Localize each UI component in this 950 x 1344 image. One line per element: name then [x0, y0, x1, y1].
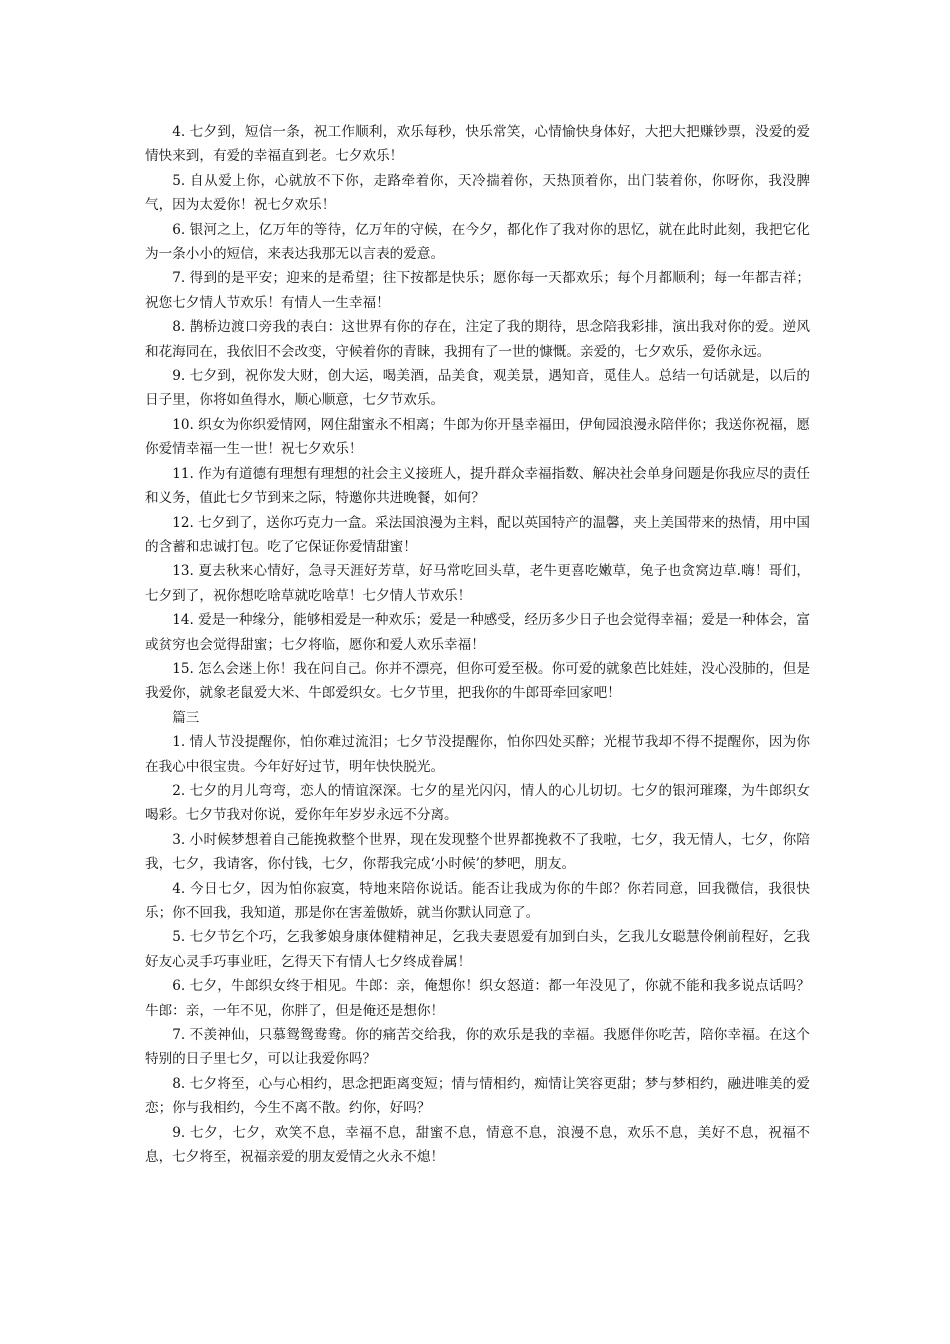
paragraph-item-15: 15. 怎么会迷上你！我在问自己。你并不漂亮，但你可爱至极。你可爱的就象芭比娃娃，没心没肺的，但是我爱你，就象老鼠爱大米、牛郎爱织女。七夕节里，把我你的牛郎哥牵回家吧！	[145, 660, 810, 702]
paragraph-item-b5: 5. 七夕节乞个巧，乞我爹娘身康体健精神足，乞我夫妻恩爱有加到白头，乞我儿女聪慧伶俐前程好，乞我好友心灵手巧事业旺，乞得天下有情人七夕终成眷属！	[145, 929, 810, 970]
paragraph-item-b3: 3. 小时候梦想着自己能挽救整个世界，现在发现整个世界都挽救不了我啦，七夕，我无情人，七夕，你陪我，七夕，我请客，你付钱，七夕，你帮我完成‘小时候’的梦吧，朋友。	[145, 831, 810, 873]
paragraph-item-b2: 2. 七夕的月儿弯弯，恋人的情谊深深。七夕的星光闪闪，情人的心儿切切。七夕的银河璀璨，为牛郎织女喝彩。七夕节我对你说，爱你年年岁岁永远不分离。	[145, 782, 810, 824]
paragraph-item-6: 6. 银河之上，亿万年的等待，亿万年的守候，在今夕，都化作了我对你的思忆，就在此时此刻，我把它化为一条小小的短信，来表达我那无以言表的爱意。	[145, 221, 810, 263]
paragraph-item-b8: 8. 七夕将至，心与心相约，思念把距离变短；情与情相约，痴情让笑容更甜；梦与梦相约，融进唯美的爱恋；你与我相约，今生不离不散。约你，好吗？	[145, 1075, 810, 1117]
paragraph-item-8: 8. 鹊桥边渡口旁我的表白：这世界有你的存在，注定了我的期待，思念陪我彩排，演出我对你的爱。逆风和花海同在，我依旧不会改变，守候着你的青睐，我拥有了一世的慷慨。亲爱的，七夕欢乐，爱你永远。	[145, 319, 810, 360]
paragraph-item-9: 9. 七夕到，祝你发大财，创大运，喝美酒，品美食，观美景，遇知音，觅佳人。总结一句话就是，以后的日子里，你将如鱼得水，顺心顺意，七夕节欢乐。	[145, 368, 810, 409]
paragraph-item-7: 7. 得到的是平安；迎来的是希望；往下按都是快乐；愿你每一天都欢乐；每个月都顺利；每一年都吉祥；祝您七夕情人节欢乐！有情人一生幸福！	[145, 270, 810, 311]
document-body	[145, 120, 810, 1169]
paragraph-item-13: 13. 夏去秋来心情好，急寻天涯好芳草，好马常吃回头草，老牛更喜吃嫩草，兔子也贪窝边草.嗨！哥们，七夕到了，祝你想吃啥草就吃啥草！七夕情人节欢乐！	[145, 563, 810, 604]
paragraph-item-10: 10. 织女为你织爱情网，网住甜蜜永不相离；牛郎为你开垦幸福田，伊甸园浪漫永陪伴你；我送你祝福，愿你爱情幸福一生一世！祝七夕欢乐！	[145, 416, 810, 458]
paragraph-item-b7: 7. 不羡神仙，只慕鸳鸳鸯鸯。你的痛苦交给我，你的欢乐是我的幸福。我愿伴你吃苦，陪你幸福。在这个特别的日子里七夕，可以让我爱你吗？	[145, 1027, 810, 1068]
paragraph-item-4: 4. 七夕到，短信一条，祝工作顺利，欢乐每秒，快乐常笑，心情愉快身体好，大把大把赚钞票，没爱的爱情快来到，有爱的幸福直到老。七夕欢乐！	[145, 124, 810, 165]
paragraph-item-5: 5. 自从爱上你，心就放不下你，走路牵着你，天冷揣着你，天热顶着你，出门装着你，你呀你，我没脾气，因为太爱你！祝七夕欢乐！	[145, 172, 810, 214]
paragraph-item-b4: 4. 今日七夕，因为怕你寂寞，特地来陪你说话。能否让我成为你的牛郎？你若同意，回我微信，我很快乐；你不回我，我知道，那是你在害羞傲娇，就当你默认同意了。	[145, 880, 810, 921]
paragraph-item-b6: 6. 七夕，牛郎织女终于相见。牛郎：亲，俺想你！织女怒道：都一年没见了，你就不能和我多说点话吗？牛郎：亲，一年不见，你胖了，但是俺还是想你！	[145, 978, 810, 1019]
paragraph-item-b1: 1. 情人节没提醒你，怕你难过流泪；七夕节没提醒你，怕你四处买醉；光棍节我却不得不提醒你，因为你在我心中很宝贵。今年好好过节，明年快快脱光。	[145, 734, 810, 775]
section-heading: 篇三	[172, 709, 200, 726]
paragraph-item-14: 14. 爱是一种缘分，能够相爱是一种欢乐；爱是一种感受，经历多少日子也会觉得幸福；爱是一种体会，富或贫穷也会觉得甜蜜；七夕将临，愿你和爱人欢乐幸福！	[145, 612, 810, 653]
paragraph-item-b9: 9. 七夕，七夕，欢笑不息，幸福不息，甜蜜不息，情意不息，浪漫不息，欢乐不息，美好不息，祝福不息，七夕将至，祝福亲爱的朋友爱情之火永不熄！	[145, 1124, 810, 1166]
paragraph-item-12: 12. 七夕到了，送你巧克力一盒。采法国浪漫为主料，配以英国特产的温馨，夹上美国带来的热情，用中国的含蓄和忠诚打包。吃了它保证你爱情甜蜜！	[145, 514, 810, 555]
paragraph-item-11: 11. 作为有道德有理想有理想的社会主义接班人，提升群众幸福指数、解决社会单身问题是你我应尽的责任和义务，值此七夕节到来之际，特邀你共进晚餐，如何？	[145, 465, 810, 507]
